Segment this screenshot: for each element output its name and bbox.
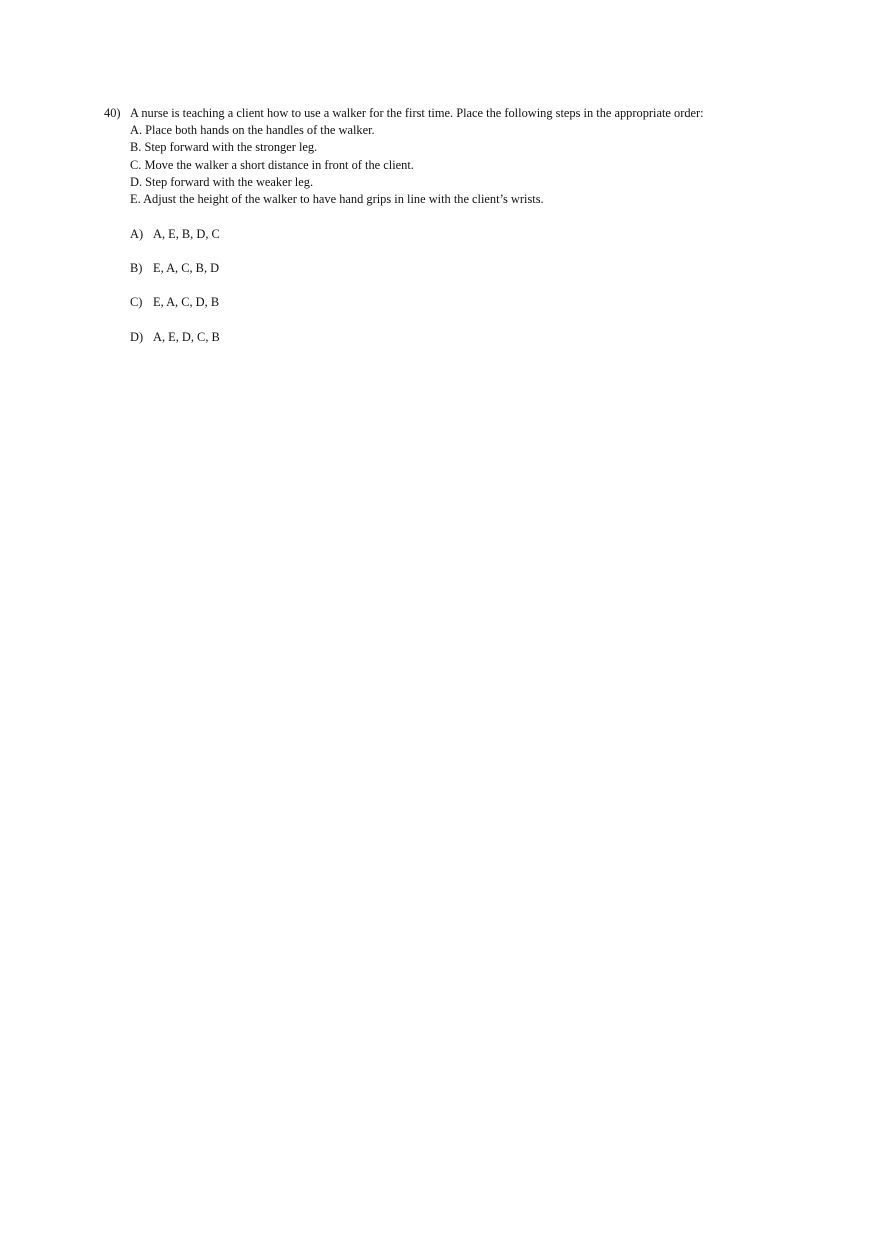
choice-letter: C): [130, 295, 143, 310]
step-item: A. Place both hands on the handles of the walker.: [130, 123, 375, 138]
answer-choice-b[interactable]: [130, 260, 724, 277]
choice-text: A, E, D, C, B: [153, 329, 220, 344]
question-number: 40): [104, 106, 121, 120]
choice-text: E, A, C, B, D: [153, 261, 220, 275]
step-item: C. Move the walker a short distance in front of the client.: [130, 157, 414, 172]
question-block: [104, 105, 724, 363]
step-list: [104, 122, 724, 208]
answer-choices: [104, 226, 724, 346]
choice-letter: D): [130, 329, 144, 344]
choice-text: A, E, B, D, C: [153, 226, 220, 241]
answer-choice-a[interactable]: [130, 226, 724, 243]
question-stem: A nurse is teaching a client how to use a walker for the first time. Place the following steps in the appropriate order:: [130, 106, 704, 120]
choice-letter: B): [130, 261, 143, 275]
question-header: [104, 105, 724, 122]
choice-text: E, A, C, D, B: [153, 295, 220, 310]
step-item: D. Step forward with the weaker leg.: [130, 174, 314, 189]
answer-choice-c[interactable]: [130, 294, 724, 311]
step-item: E. Adjust the height of the walker to have hand grips in line with the client’s wrists.: [130, 192, 544, 207]
choice-letter: A): [130, 226, 144, 241]
step-item: B. Step forward with the stronger leg.: [130, 140, 318, 155]
answer-choice-d[interactable]: [130, 329, 724, 346]
